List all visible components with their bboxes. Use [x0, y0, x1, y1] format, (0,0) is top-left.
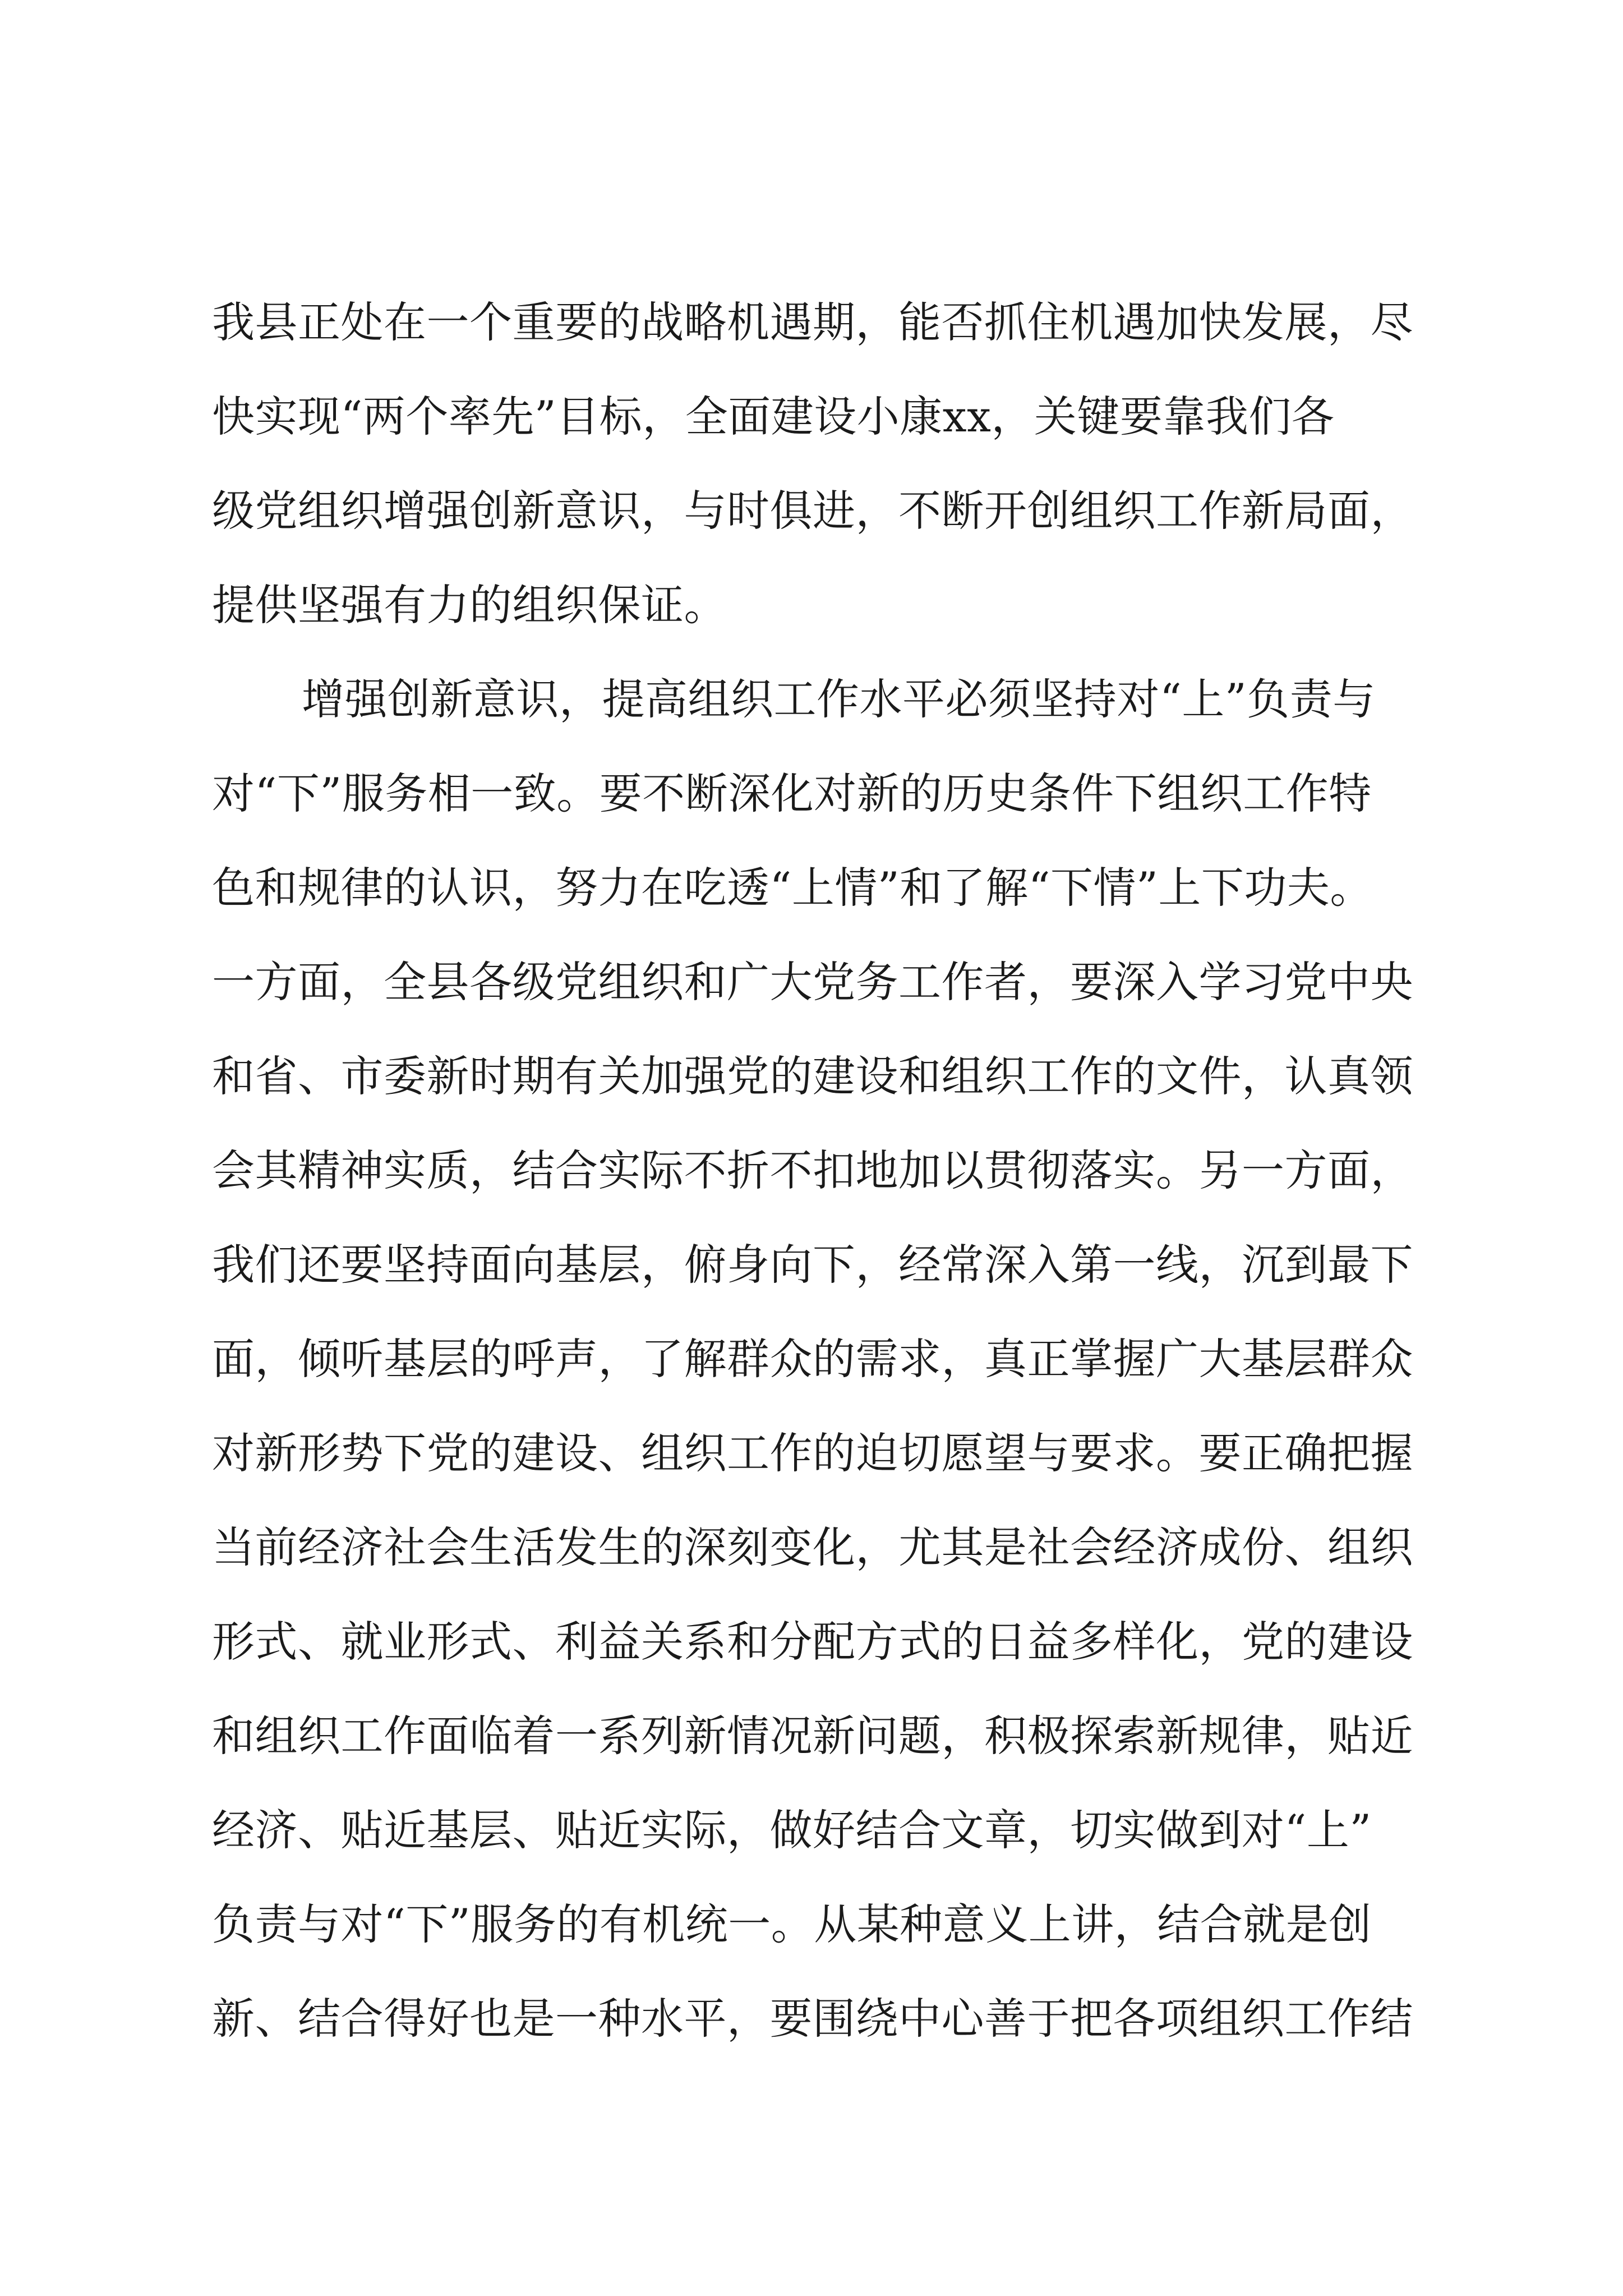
line-text: 新、结合得好也是一种水平，要围绕中心善于把各项组织工作结 [212, 1994, 1413, 2044]
line-text: 形式、就业形式、利益关系和分配方式的日益多样化，党的建设 [212, 1617, 1413, 1667]
line-text: 和组织工作面临着一系列新情况新问题，积极探索新规律，贴近 [212, 1711, 1413, 1761]
text-line [0, 466, 1623, 556]
text-line [0, 749, 1623, 839]
text-line [0, 278, 1623, 367]
text-line [0, 1974, 1623, 2064]
text-line [0, 1691, 1623, 1781]
line-text: 当前经济社会生活发生的深刻变化，尤其是社会经济成份、组织 [212, 1522, 1413, 1572]
line-text: 和省、市委新时期有关加强党的建设和组织工作的文件，认真领 [212, 1051, 1413, 1101]
text-line [0, 1032, 1623, 1121]
paragraph-first-line [0, 655, 1623, 744]
text-line [0, 937, 1623, 1027]
line-text: 级党组织增强创新意识，与时俱进，不断开创组织工作新局面， [212, 486, 1413, 536]
line-text: 面，倾听基层的呼声，了解群众的需求，真正掌握广大基层群众 [212, 1334, 1413, 1384]
text-line [0, 1597, 1623, 1687]
line-text: 对“下”服务相一致。要不断深化对新的历史条件下组织工作特 [212, 769, 1372, 818]
text-line [0, 1314, 1623, 1404]
text-line [0, 1786, 1623, 1875]
line-text: 提供坚强有力的组织保证。 [212, 580, 727, 630]
text-line [0, 1880, 1623, 1970]
text-line [0, 843, 1623, 933]
line-text: 快实现“两个率先”目标，全面建设小康xx，关键要靠我们各 [212, 392, 1335, 441]
line-text: 会其精神实质，结合实际不折不扣地加以贯彻落实。另一方面， [212, 1145, 1413, 1195]
text-line [0, 560, 1623, 650]
line-text: 我县正处在一个重要的战略机遇期，能否抓住机遇加快发展，尽 [212, 297, 1413, 347]
text-line [0, 1126, 1623, 1216]
text-line [0, 1220, 1623, 1310]
line-text: 对新形势下党的建设、组织工作的迫切愿望与要求。要正确把握 [212, 1428, 1413, 1478]
text-line [0, 372, 1623, 462]
line-text: 负责与对“下”服务的有机统一。从某种意义上讲，结合就是创 [212, 1899, 1372, 1949]
line-text: 一方面，全县各级党组织和广大党务工作者，要深入学习党中央 [212, 957, 1413, 1007]
line-text: 色和规律的认识，努力在吃透“上情”和了解“下情”上下功夫。 [212, 863, 1373, 913]
text-line [0, 1503, 1623, 1593]
line-text: 我们还要坚持面向基层，俯身向下，经常深入第一线，沉到最下 [212, 1240, 1413, 1290]
line-text: 经济、贴近基层、贴近实际，做好结合文章，切实做到对“上” [212, 1805, 1372, 1855]
line-text: 增强创新意识，提高组织工作水平必须坚持对“上”负责与 [302, 674, 1376, 724]
text-line [0, 1409, 1623, 1498]
